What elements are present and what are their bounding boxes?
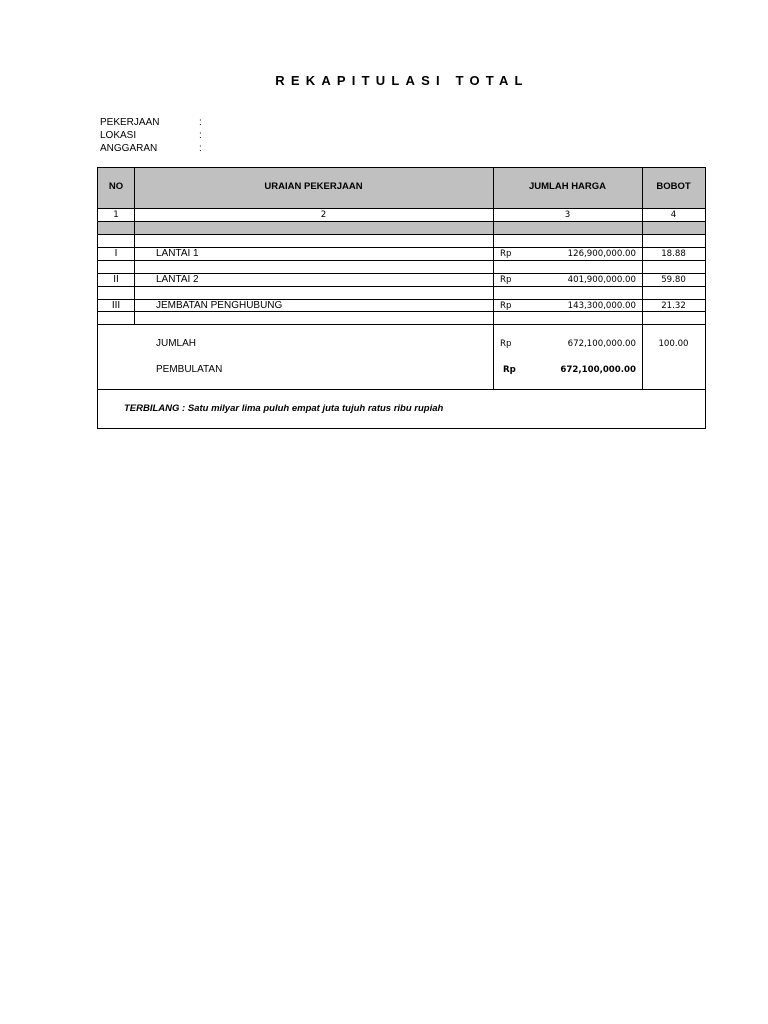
table-rule <box>98 234 705 235</box>
row-uraian: LANTAI 1 <box>156 248 199 259</box>
table-rule <box>98 221 705 222</box>
page-title: REKAPITULASI TOTAL <box>275 73 529 88</box>
row-amount: 143,300,000.00 <box>567 301 636 311</box>
col-number: 3 <box>564 210 571 220</box>
info-label: ANGGARAN <box>100 143 158 154</box>
table-rule <box>98 286 705 287</box>
info-colon: : <box>199 117 202 128</box>
row-currency: Rp <box>500 249 512 259</box>
jumlah-label: JUMLAH <box>156 338 197 349</box>
row-amount: 126,900,000.00 <box>567 249 636 259</box>
project-info <box>100 116 202 155</box>
row-uraian: JEMBATAN PENGHUBUNG <box>156 300 283 311</box>
jumlah-currency: Rp <box>500 339 512 349</box>
table-rule <box>98 260 705 261</box>
row-currency: Rp <box>500 301 512 311</box>
recap-table <box>97 167 706 429</box>
row-bobot: 21.32 <box>661 301 686 311</box>
row-no: I <box>114 248 118 259</box>
info-row-lokasi <box>100 129 202 142</box>
info-label: PEKERJAAN <box>100 117 160 128</box>
info-label: LOKASI <box>100 130 137 141</box>
row-uraian: LANTAI 2 <box>156 274 199 285</box>
row-no: III <box>111 300 121 311</box>
table-rule <box>98 324 705 325</box>
col-number: 4 <box>670 210 677 220</box>
info-row-anggaran <box>100 142 202 155</box>
header-bobot: BOBOT <box>656 181 691 192</box>
info-row-pekerjaan <box>100 116 202 129</box>
spacer-shade <box>98 222 705 234</box>
row-bobot: 18.88 <box>661 249 686 259</box>
info-colon: : <box>199 130 202 141</box>
header-jumlah: JUMLAH HARGA <box>528 181 607 192</box>
row-no: II <box>113 274 119 285</box>
header-no: NO <box>108 181 124 192</box>
col-number: 1 <box>113 210 119 220</box>
col-number: 2 <box>320 210 327 220</box>
pembulatan-currency: Rp <box>503 365 516 375</box>
table-col-rule <box>493 168 494 389</box>
table-rule <box>98 389 705 390</box>
pembulatan-amount: 672,100,000.00 <box>560 365 636 375</box>
row-amount: 401,900,000.00 <box>567 275 636 285</box>
pembulatan-label: PEMBULATAN <box>156 364 223 375</box>
header-uraian: URAIAN PEKERJAAN <box>264 181 363 192</box>
terbilang-text: TERBILANG : Satu milyar lima puluh empat juta tujuh ratus ribu rupiah <box>124 403 444 414</box>
info-colon: : <box>199 143 202 154</box>
jumlah-bobot: 100.00 <box>658 339 689 349</box>
row-currency: Rp <box>500 275 512 285</box>
row-bobot: 59.80 <box>661 275 686 285</box>
jumlah-amount: 672,100,000.00 <box>567 339 636 349</box>
